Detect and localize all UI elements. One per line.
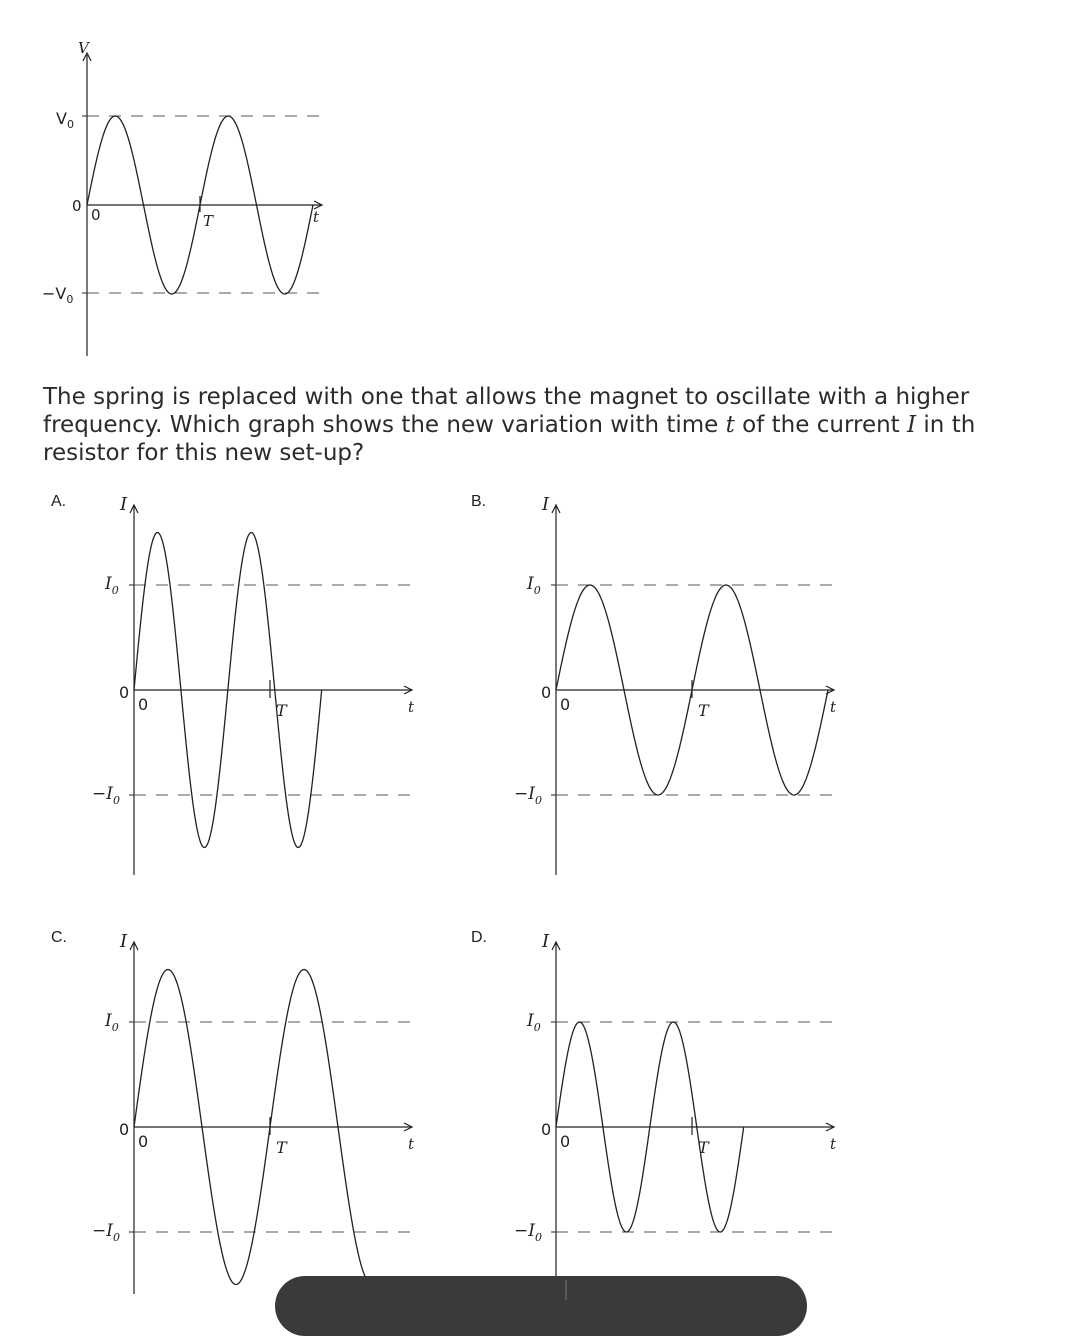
option-d-letter[interactable]: D.	[471, 929, 487, 946]
option-c-y-arrow	[130, 942, 138, 950]
option-d-period-label: T	[698, 1138, 709, 1157]
option-a-letter[interactable]: A.	[51, 493, 67, 510]
option-c-zero-right: 0	[138, 1132, 149, 1151]
option-c-zero-left: 0	[119, 1120, 130, 1139]
option-b-max-label: $I_0$	[527, 574, 541, 597]
top-period-label: T	[203, 212, 214, 230]
top-y-arrow	[83, 53, 91, 61]
top-voltage-curve	[87, 116, 313, 294]
top-zero-right: 0	[91, 206, 101, 224]
option-d-max-label: $I_0$	[527, 1011, 541, 1034]
option-a-max-label: $I_0$	[105, 574, 119, 597]
option-a-current-curve	[134, 533, 322, 848]
option-c-max-label: $I_0$	[105, 1011, 119, 1034]
option-b-x-axis-label: t	[830, 698, 837, 716]
option-a-x-axis-label: t	[408, 698, 415, 716]
option-c-graph[interactable]	[92, 931, 415, 1294]
option-b-graph[interactable]	[514, 494, 837, 875]
top-x-axis-label: t	[313, 208, 320, 226]
option-d-zero-right: 0	[560, 1132, 571, 1151]
option-c-y-axis-label: I	[120, 931, 128, 952]
option-d-y-axis-label: I	[542, 931, 550, 952]
top-zero-left: 0	[72, 197, 82, 215]
option-d-zero-left: 0	[541, 1120, 552, 1139]
option-b-period-label: T	[698, 701, 709, 720]
option-c-period-label: T	[276, 1138, 287, 1157]
top-x-arrow	[314, 201, 322, 209]
option-b-y-axis-label: I	[542, 494, 550, 515]
option-d-x-axis-label: t	[830, 1135, 837, 1153]
option-a-graph[interactable]	[92, 494, 415, 875]
option-c-x-axis-label: t	[408, 1135, 415, 1153]
option-a-y-arrow	[130, 505, 138, 513]
option-c-min-label: $-I_0$	[92, 1221, 120, 1244]
toolbar-divider	[565, 1280, 567, 1300]
option-d-graph[interactable]	[514, 931, 837, 1294]
top-min-label: $-V_0$	[42, 284, 74, 306]
option-a-x-arrow	[404, 686, 412, 694]
top-voltage-graph	[42, 39, 322, 356]
option-d-y-arrow	[552, 942, 560, 950]
option-b-zero-right: 0	[560, 695, 571, 714]
option-a-y-axis-label: I	[120, 494, 128, 515]
option-b-min-label: $-I_0$	[514, 784, 542, 807]
top-max-label: $V_0$	[56, 109, 74, 131]
option-b-current-curve	[556, 585, 828, 795]
question-line-1: The spring is replaced with one that allows the magnet to oscillate with a higher	[43, 384, 970, 410]
option-c-letter[interactable]: C.	[51, 929, 67, 946]
top-y-axis-label: V	[78, 39, 89, 57]
option-b-y-arrow	[552, 505, 560, 513]
option-a-zero-right: 0	[138, 695, 149, 714]
question-line-2: frequency. Which graph shows the new variation with time t of the current I in th	[43, 412, 976, 438]
option-b-letter[interactable]: B.	[471, 493, 487, 510]
question-line-3: resistor for this new set-up?	[43, 440, 365, 466]
option-d-x-arrow	[826, 1123, 834, 1131]
option-c-x-arrow	[404, 1123, 412, 1131]
option-a-zero-left: 0	[119, 683, 130, 702]
option-b-zero-left: 0	[541, 683, 552, 702]
option-b-x-arrow	[826, 686, 834, 694]
option-a-min-label: $-I_0$	[92, 784, 120, 807]
option-d-current-curve	[556, 1022, 744, 1232]
option-a-period-label: T	[276, 701, 287, 720]
option-d-min-label: $-I_0$	[514, 1221, 542, 1244]
bottom-toolbar[interactable]	[275, 1276, 807, 1336]
question-text	[43, 383, 1070, 467]
option-c-current-curve	[134, 970, 372, 1285]
